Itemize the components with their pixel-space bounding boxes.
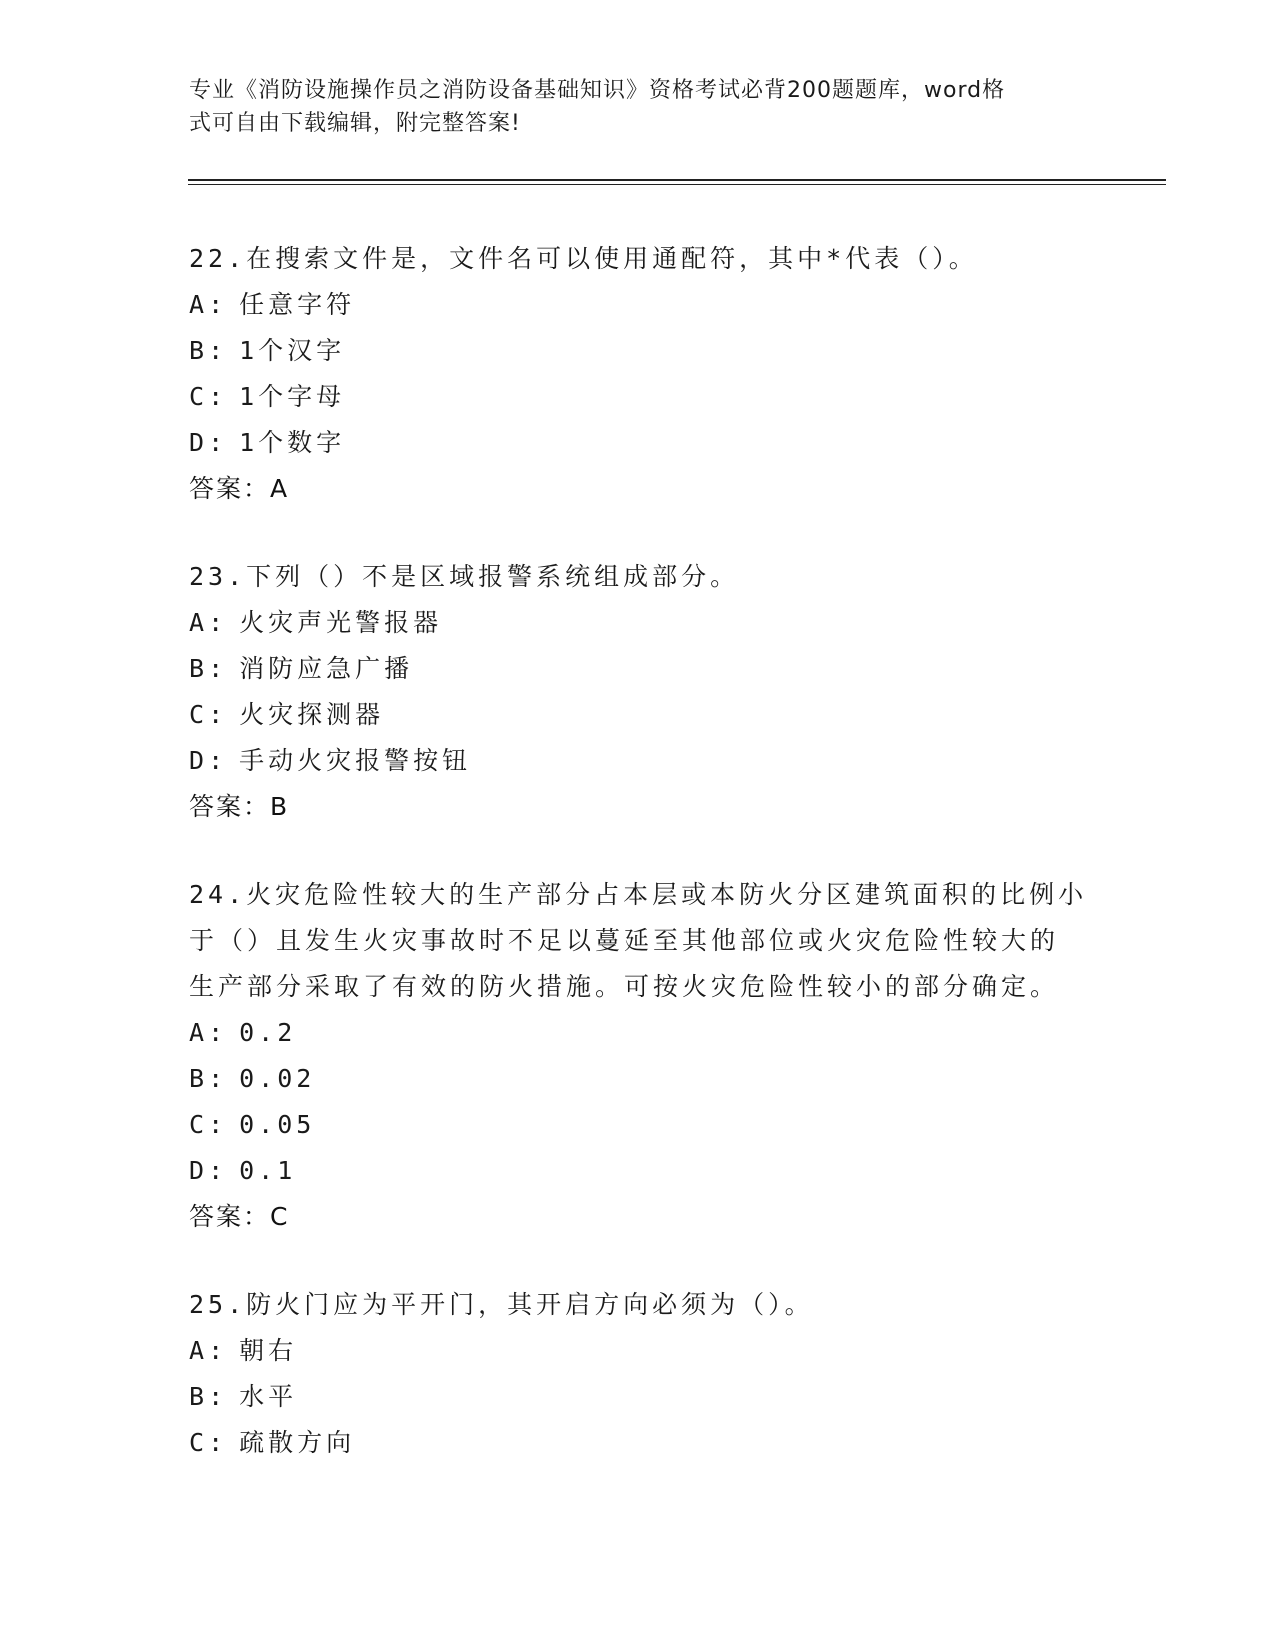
option-separator: : [208, 1156, 228, 1185]
option-text: 消防应急广播 [239, 654, 414, 683]
option-letter: B [189, 654, 209, 683]
question-22 [189, 236, 1089, 512]
option-text: 0.1 [239, 1156, 297, 1185]
option-text: 0.2 [239, 1018, 297, 1047]
option-separator: : [208, 654, 228, 683]
question-text-line: 于（）且发生火灾事故时不足以蔓延至其他部位或火灾危险性较大的 [189, 926, 1060, 955]
answer-label: 答案： [189, 474, 271, 503]
option-letter: D [189, 746, 209, 775]
option-letter: C [189, 1428, 209, 1457]
option-d [189, 1148, 1089, 1194]
option-letter: C [189, 700, 209, 729]
option-c [189, 1102, 1089, 1148]
answer-label: 答案： [189, 1202, 271, 1231]
answer-value: B [270, 792, 290, 821]
question-24 [189, 872, 1089, 1240]
option-d [189, 420, 1089, 466]
question-23 [189, 554, 1089, 830]
option-separator: : [208, 1064, 228, 1093]
header-line-2: 式可自由下载编辑，附完整答案! [189, 111, 521, 136]
answer-line [189, 1194, 1089, 1240]
option-letter: B [189, 336, 209, 365]
option-b [189, 328, 1089, 374]
option-text: 任意字符 [239, 290, 356, 319]
question-text-line: 24.火灾危险性较大的生产部分占本层或本防火分区建筑面积的比例小 [189, 880, 1088, 909]
option-c [189, 692, 1089, 738]
option-separator: : [208, 700, 228, 729]
option-a [189, 1010, 1089, 1056]
option-separator: : [208, 1336, 228, 1365]
question-text: 23.下列（）不是区域报警系统组成部分。 [189, 562, 740, 591]
header-divider-thick [188, 179, 1166, 181]
header-line-1: 专业《消防设施操作员之消防设备基础知识》资格考试必背200题题库，word格 [189, 78, 1006, 103]
question-text: 22.在搜索文件是，文件名可以使用通配符，其中*代表（）。 [189, 244, 978, 273]
question-text: 25.防火门应为平开门，其开启方向必须为（）。 [189, 1290, 814, 1319]
option-letter: D [189, 1156, 209, 1185]
option-b [189, 646, 1089, 692]
option-separator: : [208, 1382, 228, 1411]
option-text: 手动火灾报警按钮 [239, 746, 472, 775]
option-text: 火灾声光警报器 [239, 608, 443, 637]
option-a [189, 282, 1089, 328]
option-b [189, 1056, 1089, 1102]
option-letter: B [189, 1382, 209, 1411]
option-letter: A [189, 290, 209, 319]
answer-line [189, 466, 1089, 512]
option-letter: C [189, 382, 209, 411]
option-text: 朝右 [239, 1336, 298, 1365]
option-a [189, 1328, 1089, 1374]
question-text-line: 生产部分采取了有效的防火措施。可按火灾危险性较小的部分确定。 [189, 972, 1060, 1001]
option-letter: A [189, 608, 209, 637]
option-separator: : [208, 1018, 228, 1047]
option-separator: : [208, 290, 228, 319]
option-separator: : [208, 746, 228, 775]
option-separator: : [208, 336, 228, 365]
option-d [189, 738, 1089, 784]
option-b [189, 1374, 1089, 1420]
option-letter: C [189, 1110, 209, 1139]
option-text: 0.02 [239, 1064, 316, 1093]
option-letter: A [189, 1018, 209, 1047]
document-header [189, 74, 1069, 140]
option-text: 疏散方向 [239, 1428, 356, 1457]
option-separator: : [208, 428, 228, 457]
option-separator: : [208, 382, 228, 411]
option-letter: B [189, 1064, 209, 1093]
answer-value: A [270, 474, 290, 503]
option-a [189, 600, 1089, 646]
option-text: 1个数字 [239, 428, 346, 457]
question-25 [189, 1282, 1089, 1466]
option-text: 1个字母 [239, 382, 346, 411]
question-list [189, 236, 1089, 1508]
option-separator: : [208, 1428, 228, 1457]
option-c [189, 374, 1089, 420]
option-text: 火灾探测器 [239, 700, 385, 729]
answer-value: C [270, 1202, 290, 1231]
option-separator: : [208, 608, 228, 637]
option-letter: A [189, 1336, 209, 1365]
option-separator: : [208, 1110, 228, 1139]
option-c [189, 1420, 1089, 1466]
header-divider-thin [188, 184, 1166, 185]
option-text: 水平 [239, 1382, 298, 1411]
answer-line [189, 784, 1089, 830]
option-text: 0.05 [239, 1110, 316, 1139]
option-text: 1个汉字 [239, 336, 346, 365]
option-letter: D [189, 428, 209, 457]
answer-label: 答案： [189, 792, 271, 821]
